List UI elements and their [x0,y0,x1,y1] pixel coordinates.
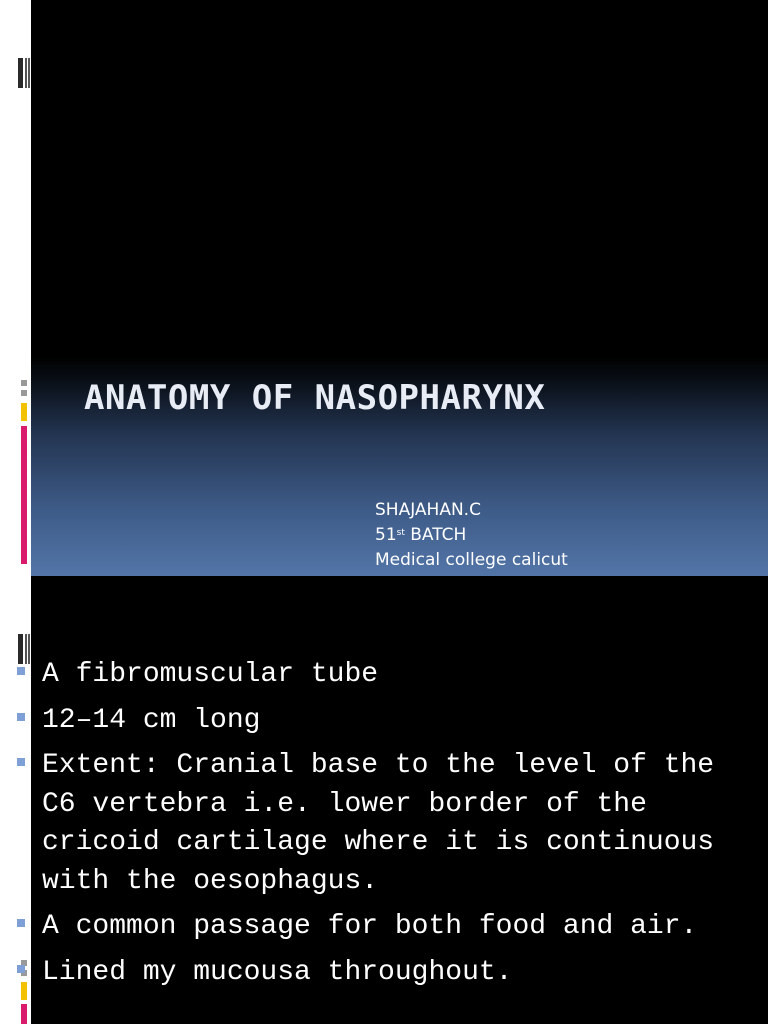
list-item [42,954,742,993]
decorative-accent-mark [21,403,27,421]
batch-suffix: st [396,528,405,538]
bullet-list [42,656,742,999]
decorative-bar-mark [25,58,27,88]
decorative-bar-mark [28,634,30,664]
presenter-info [375,498,568,573]
bullet-text: A common passage for both food and air. [42,911,698,942]
bullet-text: Extent: Cranial base to the level of the C6 vertebra i.e. lower border of the cricoid cartilage where it is continuous with the oesophagus. [42,750,715,897]
list-item [42,702,742,741]
square-bullet-icon [17,667,25,675]
square-bullet-icon [17,758,25,766]
list-item [42,747,742,901]
presenter-name: SHAJAHAN.C [375,500,481,520]
batch-word: BATCH [410,525,467,545]
list-item [42,908,742,947]
bullet-text: Lined my mucousa throughout. [42,956,513,988]
decorative-bar-mark [25,634,27,664]
decorative-accent-mark [21,390,27,396]
batch-number: 51 [375,525,397,545]
decorative-bar-mark [18,58,23,88]
decorative-accent-mark [21,1004,27,1024]
bullet-text: 12–14 cm long [42,704,261,736]
title-slide-background [31,0,768,576]
decorative-accent-mark [21,982,27,1000]
decorative-bar-mark [28,58,30,88]
square-bullet-icon [17,919,25,927]
list-item [42,656,742,695]
square-bullet-icon [17,965,25,973]
square-bullet-icon [17,713,25,721]
presenter-batch [375,523,568,548]
decorative-bar-mark [18,634,23,664]
content-slide [0,576,768,1024]
decorative-accent-mark [21,426,27,564]
bullet-text: A fibromuscular tube [42,659,379,690]
presenter-institution: Medical college calicut [375,550,568,570]
slide-title: ANATOMY OF NASOPHARYNX [84,378,546,418]
decorative-accent-mark [21,380,27,386]
